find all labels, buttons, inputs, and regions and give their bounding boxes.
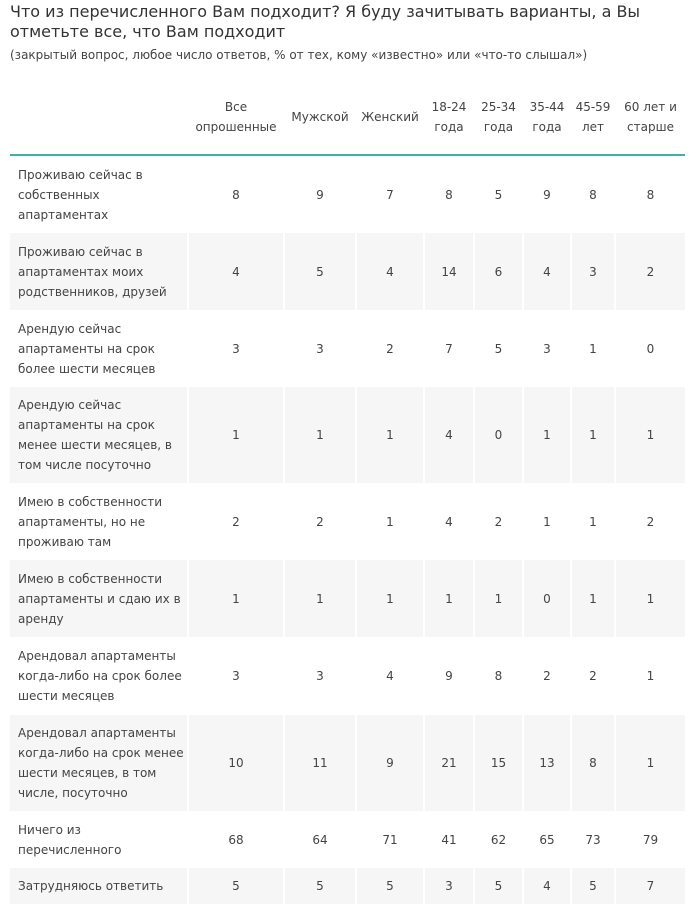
table-cell: 21 bbox=[424, 715, 474, 811]
column-header: 45-59 лет bbox=[571, 80, 615, 155]
table-row bbox=[10, 483, 685, 560]
table-cell: 2 bbox=[284, 483, 356, 560]
row-label: Арендовал апартаменты когда-либо на срок менее шести месяцев, в том числе, посуточно bbox=[10, 715, 188, 811]
table-cell: 62 bbox=[474, 811, 523, 868]
table-cell: 9 bbox=[284, 155, 356, 233]
table-cell: 64 bbox=[284, 811, 356, 868]
row-label: Имею в собственности апартаменты и сдаю их в аренду bbox=[10, 560, 188, 637]
column-header: 60 лет и старше bbox=[615, 80, 685, 155]
table-cell: 1 bbox=[356, 560, 424, 637]
table-cell: 14 bbox=[424, 233, 474, 310]
row-label: Проживаю сейчас в апартаментах моих родственников, друзей bbox=[10, 233, 188, 310]
column-header: 18-24 года bbox=[424, 80, 474, 155]
table-cell: 5 bbox=[188, 868, 284, 904]
table-cell: 1 bbox=[571, 310, 615, 387]
row-label: Проживаю сейчас в собственных апартаментах bbox=[18, 167, 143, 222]
table-cell: 1 bbox=[571, 483, 615, 560]
table-cell: 8 bbox=[474, 637, 523, 715]
table-cell: 11 bbox=[284, 715, 356, 811]
table-cell: 3 bbox=[523, 310, 571, 387]
table-cell: 5 bbox=[474, 868, 523, 904]
column-header bbox=[10, 80, 188, 155]
row-label: Затрудняюсь ответить bbox=[10, 868, 188, 904]
table-cell: 7 bbox=[615, 868, 685, 904]
table-cell: 68 bbox=[188, 811, 284, 868]
table-cell: 9 bbox=[424, 637, 474, 715]
row-label: Ничего из перечисленного bbox=[18, 822, 122, 857]
table-cell: 4 bbox=[523, 868, 571, 904]
table-row bbox=[10, 868, 685, 904]
table-cell: 79 bbox=[615, 811, 685, 868]
table-row bbox=[10, 560, 685, 637]
table-cell: 3 bbox=[188, 637, 284, 715]
table-cell: 3 bbox=[424, 868, 474, 904]
table-cell: 8 bbox=[571, 155, 615, 233]
table-cell: 2 bbox=[523, 637, 571, 715]
question-subtitle: (закрытый вопрос, любое число ответов, % от тех, кому «известно» или «что-то слышал») bbox=[10, 48, 588, 62]
table-cell: 8 bbox=[424, 155, 474, 233]
table-cell: 0 bbox=[523, 560, 571, 637]
table-cell: 2 bbox=[474, 483, 523, 560]
table-cell: 9 bbox=[356, 715, 424, 811]
table-cell: 5 bbox=[474, 155, 523, 233]
table-cell: 7 bbox=[424, 310, 474, 387]
table-cell: 8 bbox=[615, 155, 685, 233]
table-cell: 10 bbox=[188, 715, 284, 811]
table-row bbox=[10, 387, 685, 483]
table-cell: 3 bbox=[188, 310, 284, 387]
table-cell: 2 bbox=[615, 483, 685, 560]
table-cell: 73 bbox=[571, 811, 615, 868]
table-cell: 0 bbox=[615, 310, 685, 387]
table-cell: 1 bbox=[284, 560, 356, 637]
table-row bbox=[10, 155, 685, 233]
table-cell: 71 bbox=[356, 811, 424, 868]
table-cell: 1 bbox=[571, 560, 615, 637]
table-cell: 1 bbox=[424, 560, 474, 637]
table-row bbox=[10, 637, 685, 715]
table-cell: 15 bbox=[474, 715, 523, 811]
table-cell: 1 bbox=[356, 483, 424, 560]
table-cell: 3 bbox=[284, 637, 356, 715]
table-cell: 4 bbox=[356, 637, 424, 715]
table-cell: 1 bbox=[188, 387, 284, 483]
table-cell: 5 bbox=[571, 868, 615, 904]
table-row bbox=[10, 233, 685, 310]
table-cell: 4 bbox=[523, 233, 571, 310]
table-body bbox=[10, 155, 685, 904]
row-label: Имею в собственности апартаменты, но не проживаю там bbox=[18, 494, 163, 549]
table-cell: 1 bbox=[615, 387, 685, 483]
table-cell: 13 bbox=[523, 715, 571, 811]
table-cell: 5 bbox=[284, 233, 356, 310]
table-cell: 3 bbox=[571, 233, 615, 310]
column-header: Женский bbox=[356, 80, 424, 155]
table-cell: 5 bbox=[474, 310, 523, 387]
table-cell: 6 bbox=[474, 233, 523, 310]
table-cell: 4 bbox=[188, 233, 284, 310]
table-cell: 1 bbox=[615, 715, 685, 811]
table-cell: 1 bbox=[523, 483, 571, 560]
column-header: Мужской bbox=[284, 80, 356, 155]
table-cell: 2 bbox=[615, 233, 685, 310]
table-cell: 1 bbox=[571, 387, 615, 483]
column-header: 25-34 года bbox=[474, 80, 523, 155]
results-table bbox=[10, 80, 685, 904]
table-cell: 1 bbox=[188, 560, 284, 637]
row-label: Арендовал апартаменты когда-либо на срок более шести месяцев bbox=[18, 649, 182, 703]
table-cell: 7 bbox=[356, 155, 424, 233]
table-cell: 2 bbox=[571, 637, 615, 715]
table-cell: 0 bbox=[474, 387, 523, 483]
table-cell: 9 bbox=[523, 155, 571, 233]
table-cell: 3 bbox=[284, 310, 356, 387]
table-cell: 1 bbox=[284, 387, 356, 483]
table-row bbox=[10, 811, 685, 868]
table-cell: 8 bbox=[188, 155, 284, 233]
table-cell: 1 bbox=[523, 387, 571, 483]
table-cell: 1 bbox=[615, 637, 685, 715]
table-cell: 4 bbox=[356, 233, 424, 310]
table-cell: 4 bbox=[424, 483, 474, 560]
table-cell: 5 bbox=[284, 868, 356, 904]
table-cell: 65 bbox=[523, 811, 571, 868]
table-cell: 4 bbox=[424, 387, 474, 483]
table-cell: 2 bbox=[188, 483, 284, 560]
column-header: Все опрошенные bbox=[188, 80, 284, 155]
table-cell: 5 bbox=[356, 868, 424, 904]
row-label: Арендую сейчас апартаменты на срок менее шести месяцев, в том числе посуточно bbox=[10, 387, 188, 483]
table-cell: 2 bbox=[356, 310, 424, 387]
column-header: 35-44 года bbox=[523, 80, 571, 155]
table-cell: 8 bbox=[571, 715, 615, 811]
table-header-row bbox=[10, 80, 685, 155]
table-row bbox=[10, 715, 685, 811]
table-cell: 1 bbox=[356, 387, 424, 483]
table-cell: 41 bbox=[424, 811, 474, 868]
row-label: Арендую сейчас апартаменты на срок более шести месяцев bbox=[18, 321, 156, 376]
table-row bbox=[10, 310, 685, 387]
table-cell: 1 bbox=[474, 560, 523, 637]
table-cell: 1 bbox=[615, 560, 685, 637]
question-title: Что из перечисленного Вам подходит? Я буду зачитывать варианты, а Вы отметьте все, что Вам подходит bbox=[10, 2, 641, 41]
